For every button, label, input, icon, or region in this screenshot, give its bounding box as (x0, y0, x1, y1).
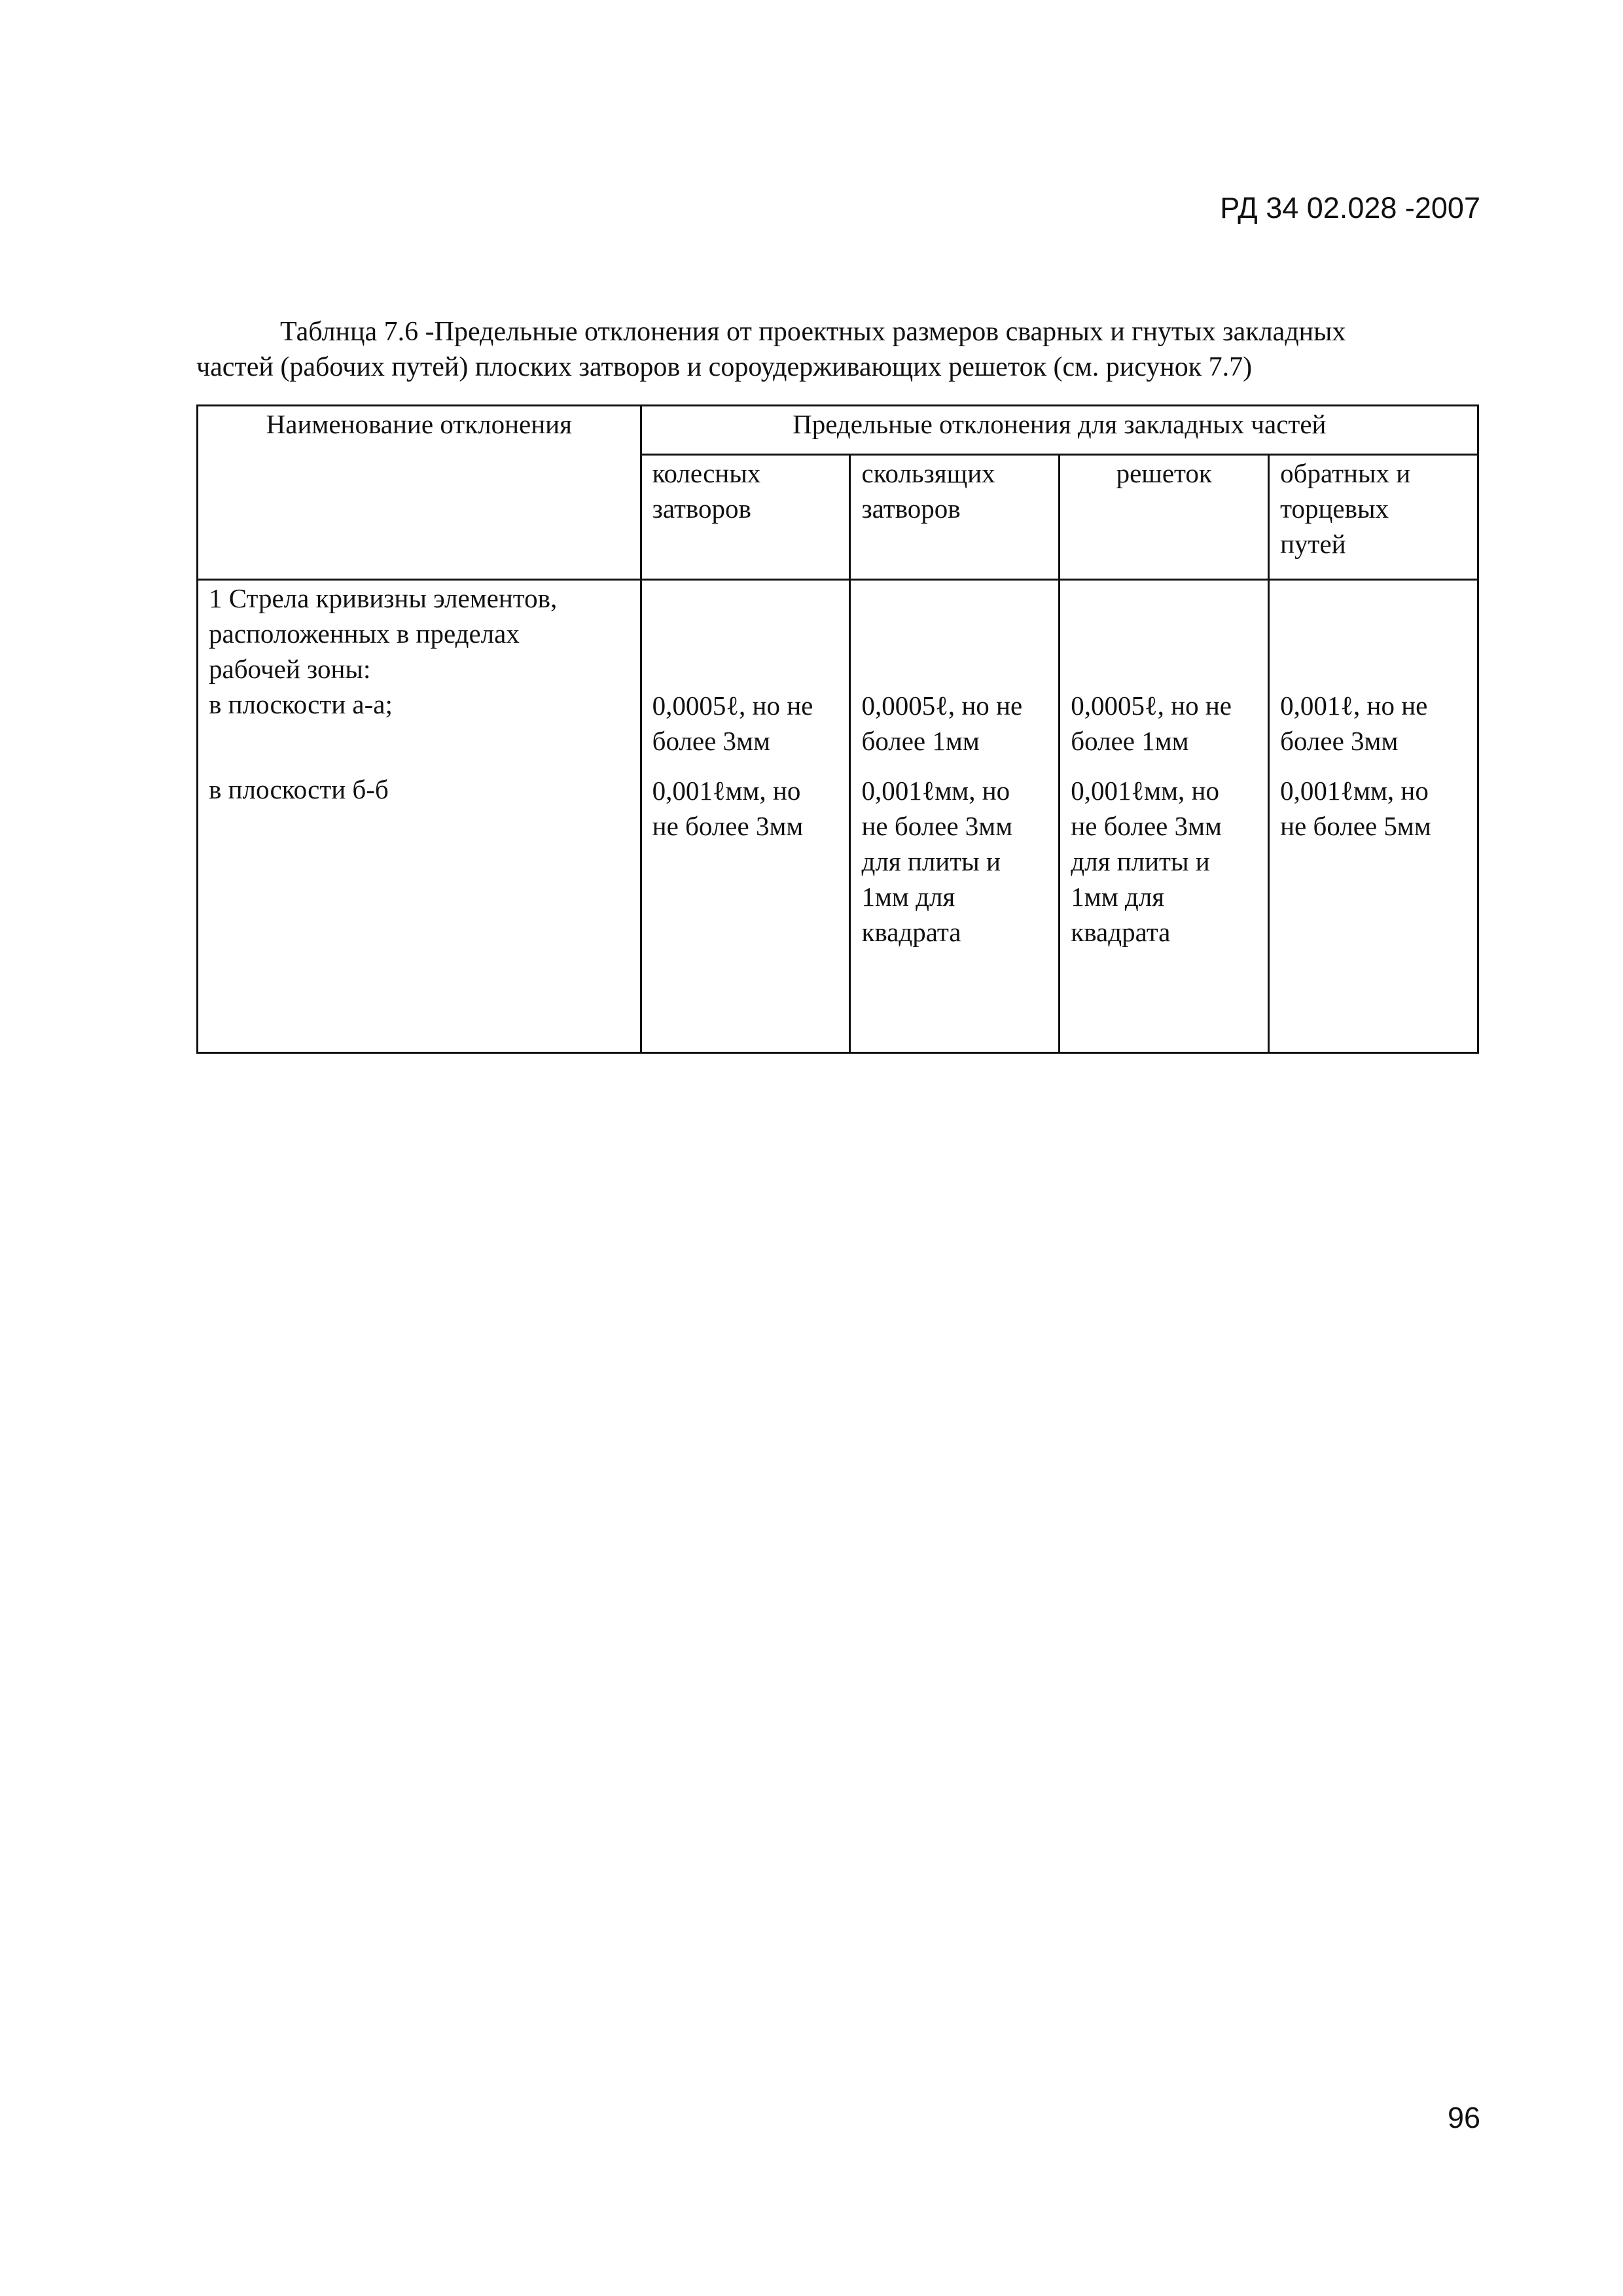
table-header-row (198, 406, 1478, 455)
page-number: 96 (1447, 2101, 1480, 2134)
table-row (198, 580, 1478, 1053)
value-plane-bb: 0,001ℓмм, но не более 5мм (1280, 776, 1431, 841)
value-cell-sliding-gates (850, 580, 1060, 1053)
header-cell-limit-deviations: Предельные отклонения для закладных частей (641, 406, 1478, 455)
document-code: РД 34 02.028 -2007 (1220, 191, 1480, 224)
row-name-cell (198, 580, 641, 1053)
value-cell-reverse-end-tracks (1269, 580, 1478, 1053)
header-cell-deviation-name: Наименование отклонения (198, 406, 641, 580)
row-name-plane-bb: в плоскости б-б (209, 774, 389, 804)
value-plane-aa: 0,0005ℓ, но не более 1мм (1071, 691, 1232, 756)
row-name-title: 1 Стрела кривизны элементов, расположенных в пределах рабочей зоны: (209, 583, 558, 684)
deviation-table (196, 404, 1479, 1054)
value-cell-grates (1060, 580, 1269, 1053)
value-cell-wheel-gates (641, 580, 850, 1053)
subheader-cell-wheel-gates: колесных затворов (641, 455, 850, 580)
table-caption (196, 314, 1472, 385)
value-plane-aa: 0,0005ℓ, но не более 1мм (861, 691, 1023, 756)
row-name-plane-aa: в плоскости а-а; (209, 689, 393, 719)
subheader-cell-sliding-gates: скользящих затворов (850, 455, 1060, 580)
value-plane-aa: 0,0005ℓ, но не более 3мм (652, 691, 813, 756)
subheader-cell-reverse-end-tracks: обратных и торцевых путей (1269, 455, 1478, 580)
value-plane-aa: 0,001ℓ, но не более 3мм (1280, 691, 1428, 756)
caption-line-2: частей (рабочих путей) плоских затворов и сороудерживающих решеток (см. рисунок 7.7) (196, 352, 1253, 382)
value-plane-bb: 0,001ℓмм, но не более 3мм (652, 776, 804, 841)
value-plane-bb: 0,001ℓмм, но не более 3мм для плиты и 1мм для квадрата (1071, 776, 1222, 947)
subheader-cell-grates: решеток (1060, 455, 1269, 580)
caption-line-1: Таблнца 7.6 -Предельные отклонения от проектных размеров сварных и гнутых закладных (280, 317, 1346, 347)
value-plane-bb: 0,001ℓмм, но не более 3мм для плиты и 1мм для квадрата (861, 776, 1013, 947)
